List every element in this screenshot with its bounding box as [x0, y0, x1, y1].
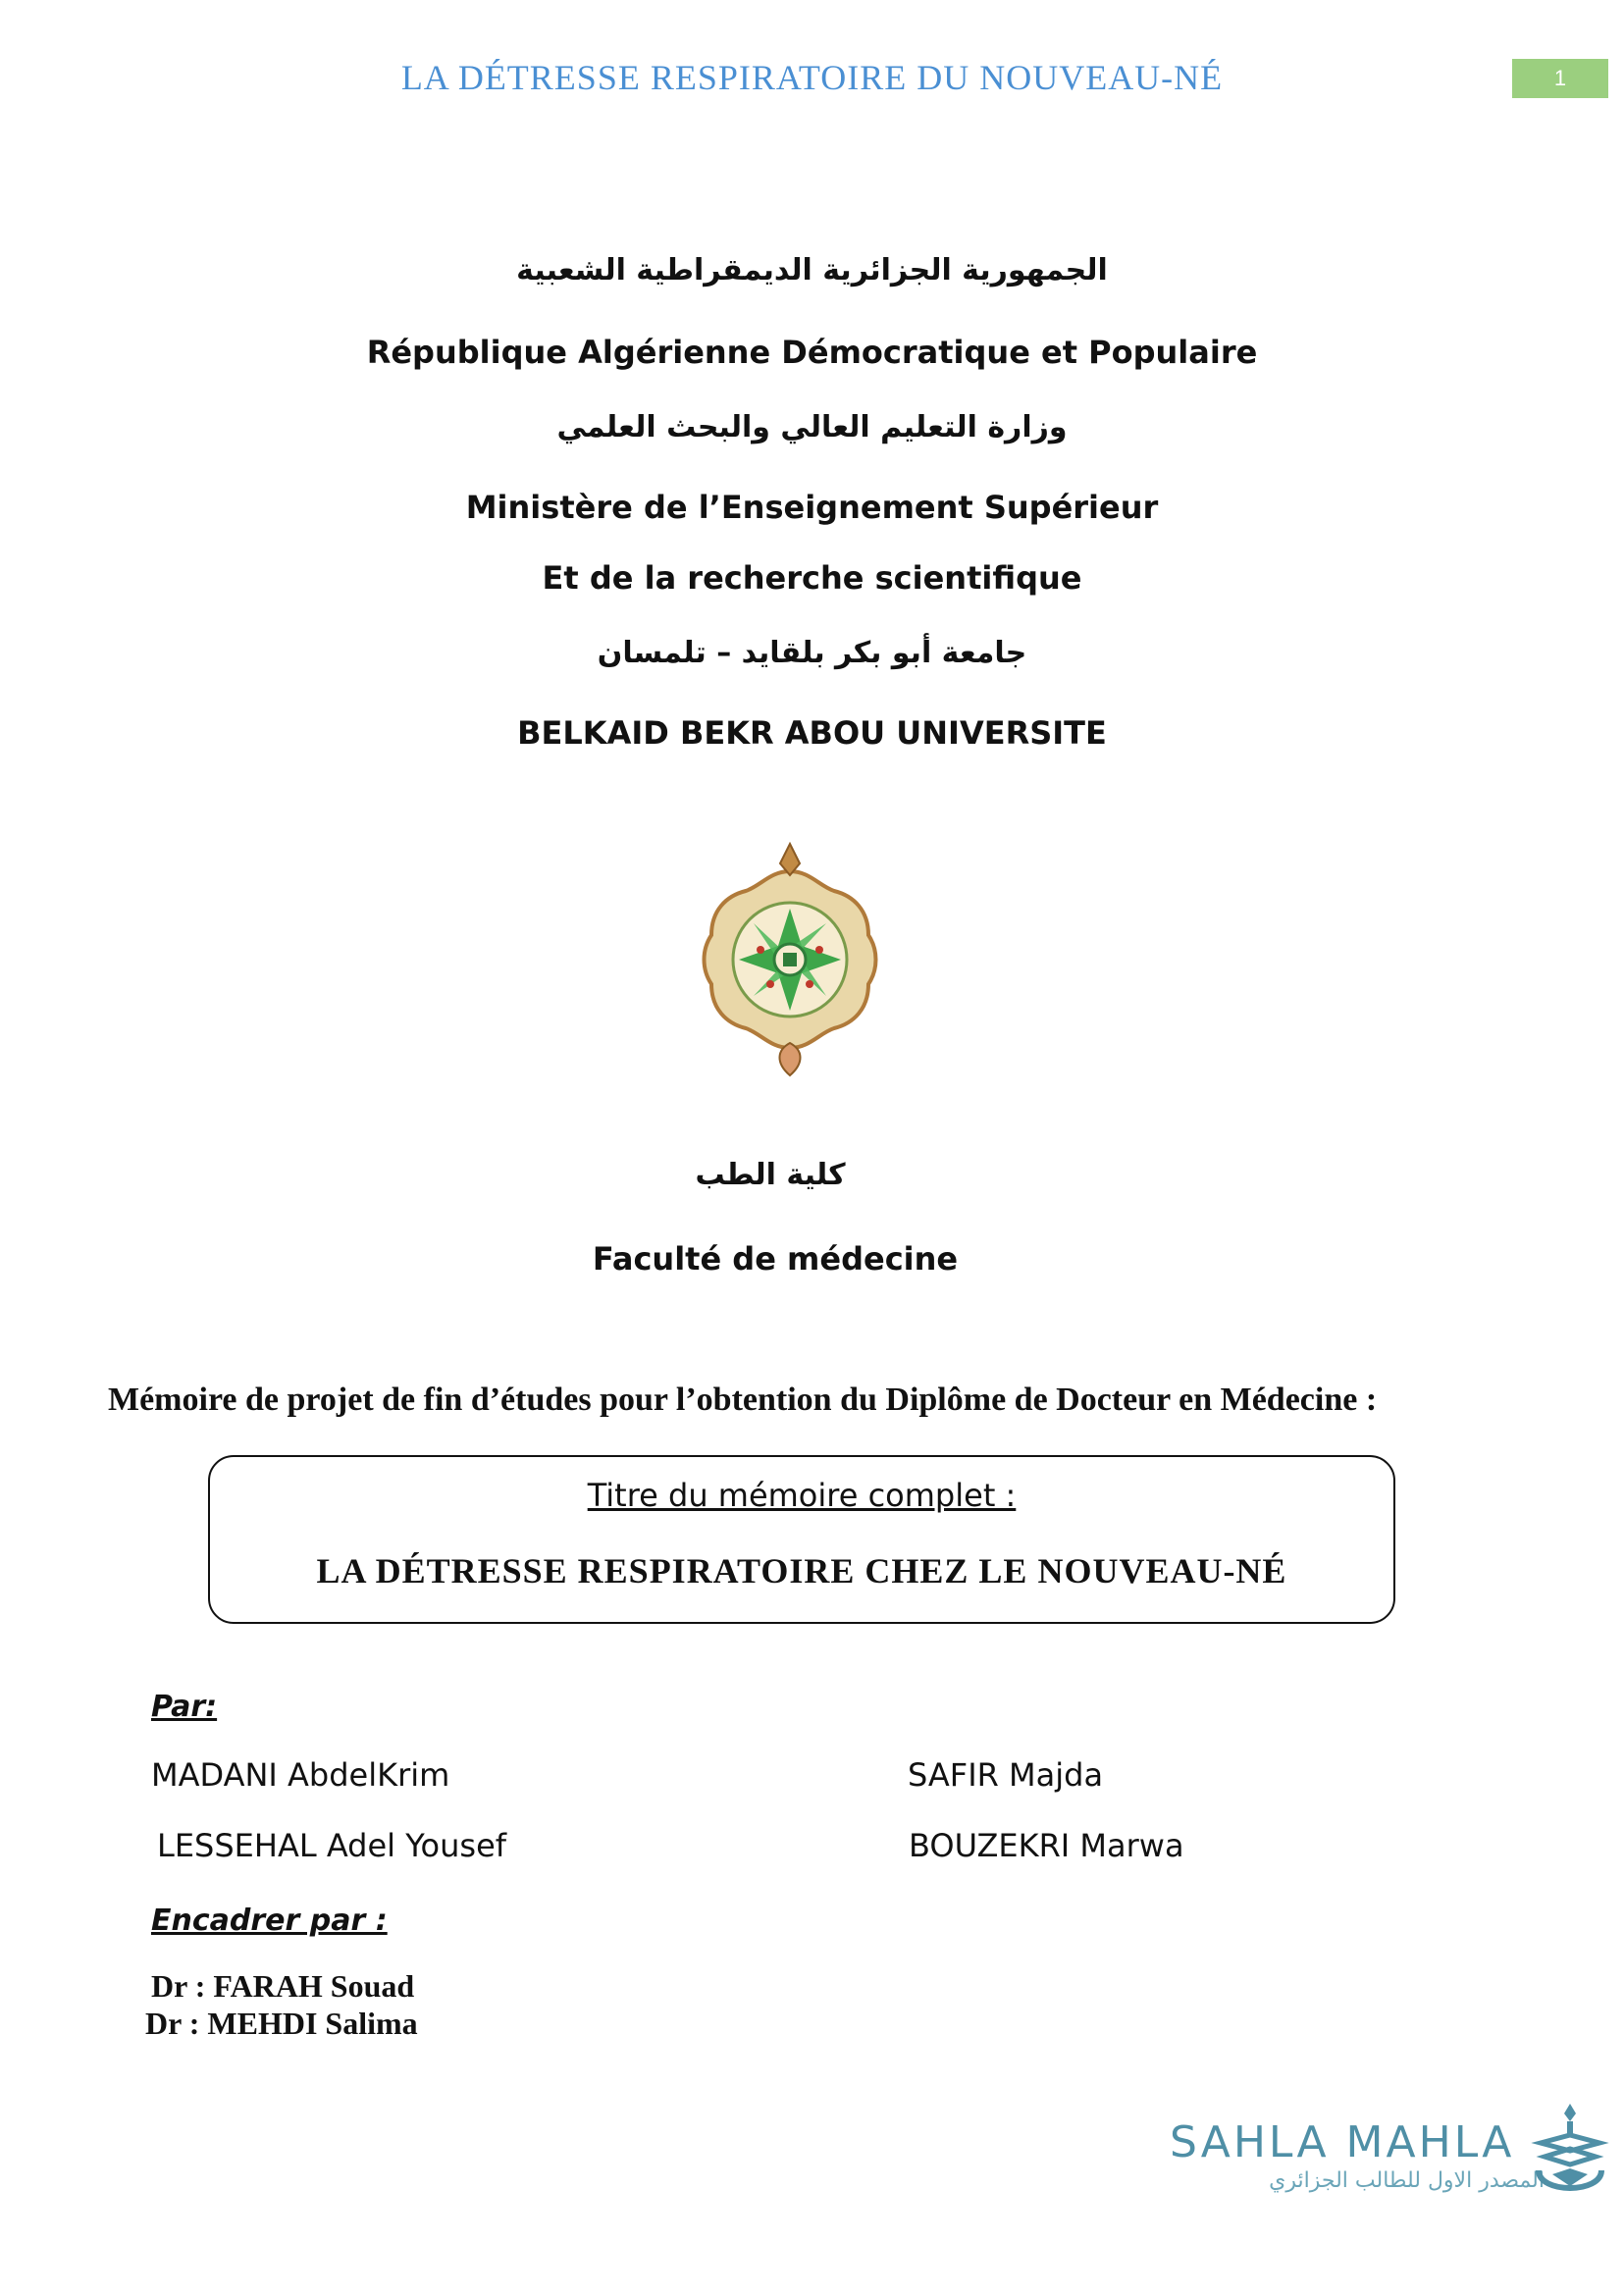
university-seal-icon [687, 842, 893, 1077]
french-republic-heading: République Algérienne Démocratique et Populaire [366, 334, 1258, 371]
memoire-purpose-text: Mémoire de projet de fin d’études pour l’obtention du Diplôme de Docteur en Médecine : [108, 1382, 1378, 1418]
supervisor-2: Dr : MEHDI Salima [145, 2006, 418, 2041]
arabic-ministry-heading: وزارة التعليم العالي والبحث العلمي [556, 410, 1068, 444]
thesis-title: LA DÉTRESSE RESPIRATOIRE CHEZ LE NOUVEAU-NÉ [316, 1551, 1287, 1591]
french-university-heading: BELKAID BEKR ABOU UNIVERSITE [517, 714, 1107, 752]
page-number-badge: 1 [1512, 59, 1608, 98]
arabic-university-heading: جامعة أبو بكر بلقايد – تلمسان [597, 636, 1027, 670]
french-faculty-heading: Faculté de médecine [592, 1240, 959, 1278]
thesis-title-label: Titre du mémoire complet : [587, 1477, 1017, 1514]
supervisors-label: Encadrer par : [151, 1904, 388, 1938]
arabic-republic-heading: الجمهورية الجزائرية الديمقراطية الشعبية [516, 253, 1108, 287]
brand-name: SAHLA MAHLA [1170, 2117, 1515, 2167]
brand-logo-icon [1531, 2100, 1609, 2208]
arabic-faculty-text: كلية الطب [695, 1158, 846, 1192]
thesis-title-box [208, 1455, 1395, 1624]
supervisor-1: Dr : FARAH Souad [151, 1968, 415, 2004]
author-right-2: BOUZEKRI Marwa [909, 1827, 1184, 1864]
french-ministry-line2: Et de la recherche scientifique [542, 559, 1082, 597]
author-left-1: MADANI AbdelKrim [151, 1756, 450, 1794]
brand-tagline: المصدر الاول للطالب الجزائري [1269, 2168, 1545, 2193]
arabic-faculty-heading [687, 1158, 854, 1192]
author-right-1: SAFIR Majda [908, 1756, 1104, 1794]
french-ministry-line1: Ministère de l’Enseignement Supérieur [465, 489, 1159, 526]
authors-label: Par: [151, 1690, 218, 1724]
author-left-2: LESSEHAL Adel Yousef [157, 1827, 507, 1864]
running-header-title: LA DÉTRESSE RESPIRATOIRE DU NOUVEAU-NÉ [400, 58, 1224, 97]
